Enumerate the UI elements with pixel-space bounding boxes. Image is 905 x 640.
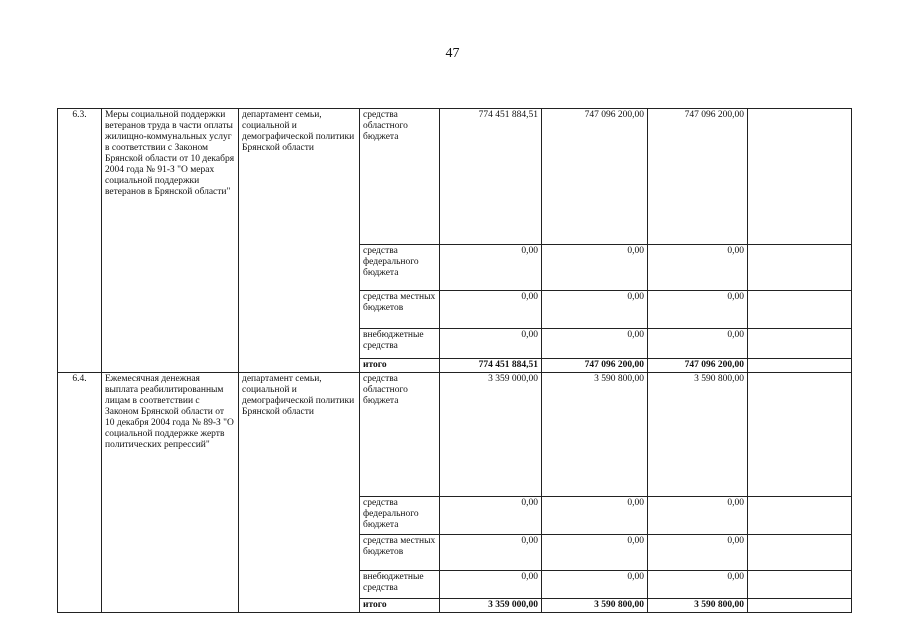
- funding-source: средства федерального бюджета: [360, 497, 440, 535]
- total-year-2: 747 096 200,00: [542, 359, 648, 373]
- amount-year-1: 0,00: [440, 571, 542, 599]
- table-row: [58, 373, 852, 497]
- empty-cell: [748, 535, 852, 571]
- funding-source: внебюджетные средства: [360, 329, 440, 359]
- total-year-3: 3 590 800,00: [648, 599, 748, 613]
- amount-year-2: 0,00: [542, 497, 648, 535]
- amount-year-2: 3 590 800,00: [542, 373, 648, 497]
- funding-source: средства местных бюджетов: [360, 535, 440, 571]
- total-label: итого: [360, 599, 440, 613]
- total-year-3: 747 096 200,00: [648, 359, 748, 373]
- total-year-1: 774 451 884,51: [440, 359, 542, 373]
- amount-year-1: 774 451 884,51: [440, 109, 542, 245]
- funding-source: внебюджетные средства: [360, 571, 440, 599]
- measure-description: Ежемесячная денежная выплата реабилитированным лицам в соответствии с Законом Брянской области от 10 декабря 2004 года № 89-З "О социальной поддержке жертв политических репрессий": [102, 373, 239, 613]
- page-number: 47: [445, 46, 460, 61]
- empty-cell: [748, 359, 852, 373]
- empty-cell: [748, 373, 852, 497]
- amount-year-2: 0,00: [542, 535, 648, 571]
- amount-year-2: 0,00: [542, 571, 648, 599]
- empty-cell: [748, 245, 852, 291]
- empty-cell: [748, 599, 852, 613]
- amount-year-1: 0,00: [440, 329, 542, 359]
- funding-source: средства областного бюджета: [360, 109, 440, 245]
- executor: департамент семьи, социальной и демографической политики Брянской области: [239, 109, 360, 373]
- amount-year-1: 3 359 000,00: [440, 373, 542, 497]
- empty-cell: [748, 329, 852, 359]
- amount-year-3: 747 096 200,00: [648, 109, 748, 245]
- table-row: [58, 109, 852, 245]
- amount-year-3: 0,00: [648, 291, 748, 329]
- executor: департамент семьи, социальной и демографической политики Брянской области: [239, 373, 360, 613]
- total-year-1: 3 359 000,00: [440, 599, 542, 613]
- amount-year-3: 0,00: [648, 571, 748, 599]
- item-number: 6.4.: [58, 373, 102, 613]
- funding-source: средства федерального бюджета: [360, 245, 440, 291]
- empty-cell: [748, 109, 852, 245]
- amount-year-1: 0,00: [440, 291, 542, 329]
- amount-year-1: 0,00: [440, 497, 542, 535]
- empty-cell: [748, 571, 852, 599]
- amount-year-2: 0,00: [542, 329, 648, 359]
- empty-cell: [748, 291, 852, 329]
- amount-year-1: 0,00: [440, 535, 542, 571]
- empty-cell: [748, 497, 852, 535]
- funding-source: средства местных бюджетов: [360, 291, 440, 329]
- amount-year-3: 0,00: [648, 497, 748, 535]
- total-year-2: 3 590 800,00: [542, 599, 648, 613]
- item-number: 6.3.: [58, 109, 102, 373]
- amount-year-3: 0,00: [648, 329, 748, 359]
- amount-year-1: 0,00: [440, 245, 542, 291]
- amount-year-3: 0,00: [648, 245, 748, 291]
- amount-year-3: 3 590 800,00: [648, 373, 748, 497]
- amount-year-3: 0,00: [648, 535, 748, 571]
- amount-year-2: 747 096 200,00: [542, 109, 648, 245]
- measure-description: Меры социальной поддержки ветеранов труда в части оплаты жилищно-коммунальных услуг в соответствии с Законом Брянской области от 10 декабря 2004 года № 91-З "О мерах социальной поддержки ветеранов в Брянской области": [102, 109, 239, 373]
- funding-source: средства областного бюджета: [360, 373, 440, 497]
- budget-table: [57, 108, 852, 613]
- amount-year-2: 0,00: [542, 291, 648, 329]
- total-label: итого: [360, 359, 440, 373]
- amount-year-2: 0,00: [542, 245, 648, 291]
